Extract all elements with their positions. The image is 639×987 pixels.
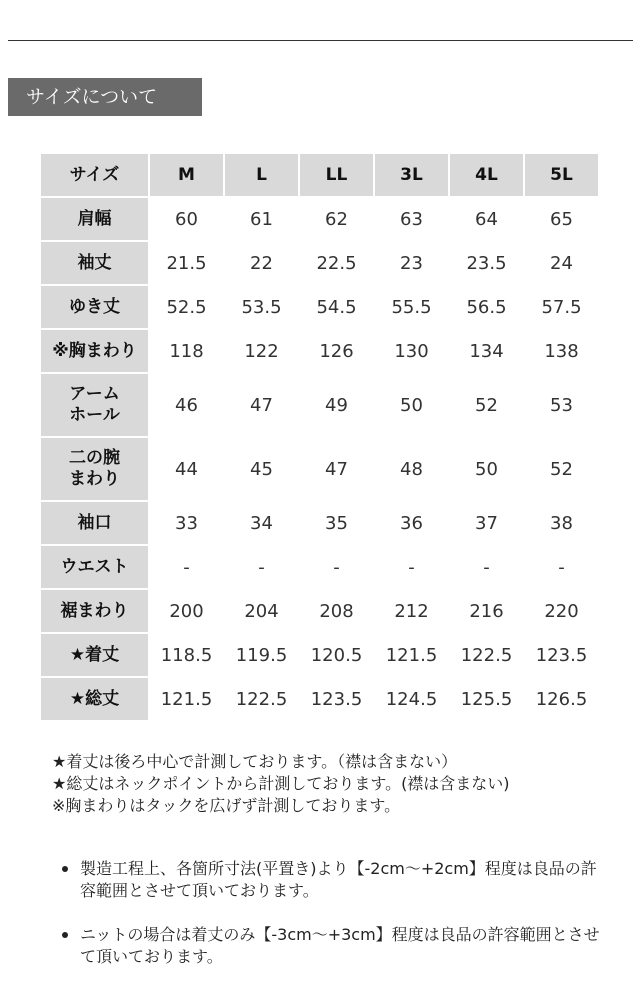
table-cell: - bbox=[408, 556, 415, 578]
table-cell: 50 bbox=[400, 394, 423, 416]
table-cell: 21.5 bbox=[166, 252, 207, 274]
table-row bbox=[41, 590, 598, 632]
table-cell: 36 bbox=[400, 512, 423, 534]
table-cell: 122.5 bbox=[460, 644, 513, 666]
table-row bbox=[41, 330, 598, 372]
table-row bbox=[41, 502, 598, 544]
note-text: ★総丈はネックポイントから計測しております。(襟は含まない) bbox=[52, 774, 510, 793]
table-cell: 35 bbox=[325, 512, 348, 534]
table-cell: 138 bbox=[544, 340, 579, 362]
table-cell: 124.5 bbox=[385, 688, 438, 710]
row-label: ゆき丈 bbox=[41, 286, 148, 328]
table-cell: 208 bbox=[319, 600, 354, 622]
table-cell: 47 bbox=[325, 458, 348, 480]
table-cell: 126 bbox=[319, 340, 354, 362]
table-cell: 123.5 bbox=[310, 688, 363, 710]
table-cell: 54.5 bbox=[316, 296, 357, 318]
table-cell: 52 bbox=[550, 458, 573, 480]
table-cell: 120.5 bbox=[310, 644, 363, 666]
table-row bbox=[41, 242, 598, 284]
table-cell: 125.5 bbox=[460, 688, 513, 710]
table-cell: 23 bbox=[400, 252, 423, 274]
table-cell: 121.5 bbox=[385, 644, 438, 666]
header-cell-l: L bbox=[225, 154, 298, 196]
header-cell-5l: 5L bbox=[525, 154, 598, 196]
row-label-line: アーム bbox=[69, 384, 120, 404]
table-cell: 47 bbox=[250, 394, 273, 416]
section-title: サイズについて bbox=[8, 78, 202, 116]
row-label: 袖丈 bbox=[41, 242, 148, 284]
list-item bbox=[60, 858, 600, 902]
table-cell: 60 bbox=[175, 208, 198, 230]
row-label bbox=[41, 374, 148, 436]
row-label bbox=[41, 438, 148, 500]
table-row bbox=[41, 374, 598, 436]
table-cell: 216 bbox=[469, 600, 504, 622]
table-cell: 45 bbox=[250, 458, 273, 480]
table-cell: 44 bbox=[175, 458, 198, 480]
row-label-line: まわり bbox=[69, 469, 120, 489]
table-cell: 123.5 bbox=[535, 644, 588, 666]
table-cell: 52.5 bbox=[166, 296, 207, 318]
table-cell: 122.5 bbox=[235, 688, 288, 710]
size-table bbox=[39, 152, 600, 722]
table-header-row bbox=[41, 154, 598, 196]
header-cell-3l: 3L bbox=[375, 154, 448, 196]
row-label: ★総丈 bbox=[41, 678, 148, 720]
header-cell-m: M bbox=[150, 154, 223, 196]
row-label: ★着丈 bbox=[41, 634, 148, 676]
table-cell: 212 bbox=[394, 600, 429, 622]
table-cell: 37 bbox=[475, 512, 498, 534]
table-cell: 50 bbox=[475, 458, 498, 480]
list-item-text: 製造工程上、各箇所寸法(平置き)より【-2cm～+2cm】程度は良品の許容範囲とさせて頂いております。 bbox=[80, 859, 597, 900]
table-cell: 64 bbox=[475, 208, 498, 230]
table-cell: 118.5 bbox=[160, 644, 213, 666]
table-cell: 53.5 bbox=[241, 296, 282, 318]
header-cell-ll: LL bbox=[300, 154, 373, 196]
row-label: 肩幅 bbox=[41, 198, 148, 240]
table-cell: - bbox=[333, 556, 340, 578]
table-cell: - bbox=[483, 556, 490, 578]
table-cell: 49 bbox=[325, 394, 348, 416]
bullet-icon bbox=[62, 866, 68, 872]
table-cell: 61 bbox=[250, 208, 273, 230]
table-cell: - bbox=[258, 556, 265, 578]
tolerance-list bbox=[60, 858, 600, 968]
table-row bbox=[41, 678, 598, 720]
table-cell: 22.5 bbox=[316, 252, 357, 274]
table-cell: 122 bbox=[244, 340, 279, 362]
table-cell: 200 bbox=[169, 600, 204, 622]
table-row bbox=[41, 546, 598, 588]
note-text: ※胸まわりはタックを広げず計測しております。 bbox=[52, 796, 401, 815]
table-cell: 121.5 bbox=[160, 688, 213, 710]
table-cell: 34 bbox=[250, 512, 273, 534]
table-cell: 53 bbox=[550, 394, 573, 416]
table-cell: 56.5 bbox=[466, 296, 507, 318]
table-cell: 134 bbox=[469, 340, 504, 362]
table-row bbox=[41, 634, 598, 676]
row-label: 裾まわり bbox=[41, 590, 148, 632]
row-label: 袖口 bbox=[41, 502, 148, 544]
row-label-line: ホール bbox=[69, 405, 120, 425]
list-item bbox=[60, 924, 600, 968]
row-label: ※胸まわり bbox=[41, 330, 148, 372]
table-cell: - bbox=[183, 556, 190, 578]
table-cell: 22 bbox=[250, 252, 273, 274]
table-cell: 52 bbox=[475, 394, 498, 416]
table-cell: 23.5 bbox=[466, 252, 507, 274]
table-cell: 55.5 bbox=[391, 296, 432, 318]
list-item-text: ニットの場合は着丈のみ【-3cm～+3cm】程度は良品の許容範囲とさせて頂いております。 bbox=[80, 925, 600, 966]
table-cell: 65 bbox=[550, 208, 573, 230]
table-cell: - bbox=[558, 556, 565, 578]
table-cell: 62 bbox=[325, 208, 348, 230]
table-cell: 33 bbox=[175, 512, 198, 534]
table-row bbox=[41, 438, 598, 500]
header-cell-size: サイズ bbox=[41, 154, 148, 196]
table-cell: 38 bbox=[550, 512, 573, 534]
measurement-notes bbox=[52, 751, 592, 817]
note-text: ★着丈は後ろ中心で計測しております。（襟は含まない） bbox=[52, 752, 458, 771]
table-cell: 118 bbox=[169, 340, 204, 362]
table-cell: 63 bbox=[400, 208, 423, 230]
table-cell: 46 bbox=[175, 394, 198, 416]
table-cell: 204 bbox=[244, 600, 279, 622]
table-cell: 24 bbox=[550, 252, 573, 274]
bullet-icon bbox=[62, 932, 68, 938]
table-cell: 119.5 bbox=[235, 644, 288, 666]
top-divider bbox=[8, 40, 633, 41]
header-cell-4l: 4L bbox=[450, 154, 523, 196]
table-row bbox=[41, 286, 598, 328]
table-cell: 57.5 bbox=[541, 296, 582, 318]
table-row bbox=[41, 198, 598, 240]
row-label-line: 二の腕 bbox=[69, 448, 120, 468]
table-cell: 48 bbox=[400, 458, 423, 480]
table-cell: 220 bbox=[544, 600, 579, 622]
table-cell: 130 bbox=[394, 340, 429, 362]
table-cell: 126.5 bbox=[535, 688, 588, 710]
row-label: ウエスト bbox=[41, 546, 148, 588]
